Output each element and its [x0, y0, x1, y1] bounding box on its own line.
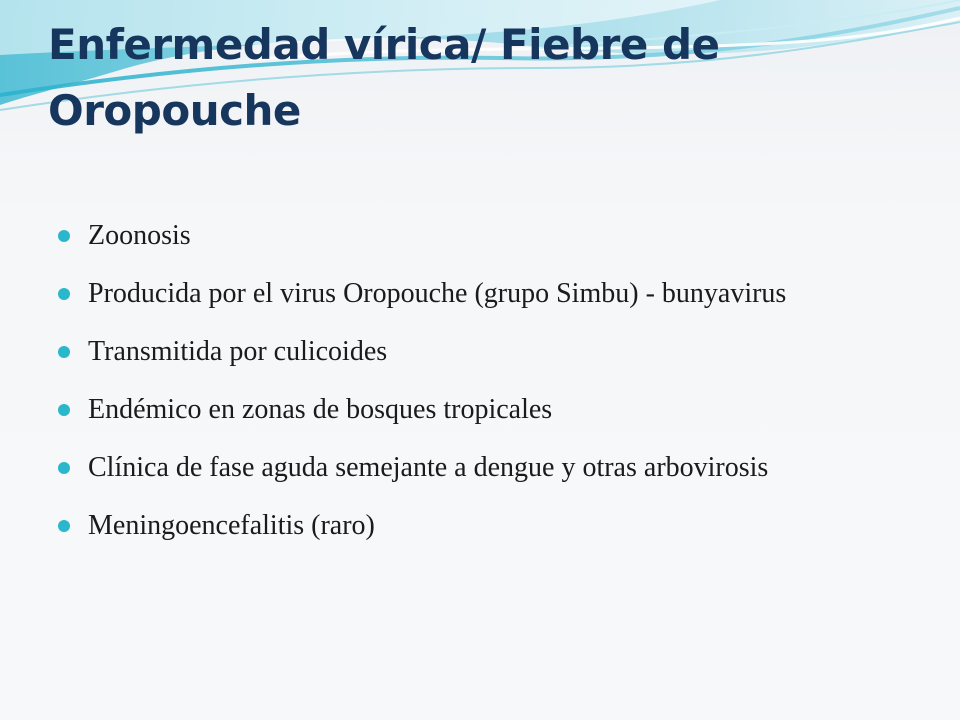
bullet-text: Producida por el virus Oropouche (grupo Simbu) - bunyavirus: [88, 278, 787, 309]
bullet-list: [58, 212, 878, 560]
bullet-dot-icon: [58, 288, 70, 300]
bullet-text: Clínica de fase aguda semejante a dengue y otras arbovirosis: [88, 452, 769, 483]
slide-title: Enfermedad vírica/ Fiebre de Oropouche: [48, 20, 720, 135]
list-item: [58, 444, 878, 492]
list-item: [58, 270, 878, 318]
bullet-text: Meningoencefalitis (raro): [88, 510, 375, 541]
bullet-dot-icon: [58, 404, 70, 416]
list-item: [58, 328, 878, 376]
bullet-text: Transmitida por culicoides: [88, 336, 388, 367]
list-item: [58, 212, 878, 260]
bullet-text: Endémico en zonas de bosques tropicales: [88, 394, 553, 425]
bullet-text: Zoonosis: [88, 220, 191, 251]
bullet-dot-icon: [58, 230, 70, 242]
bullet-dot-icon: [58, 462, 70, 474]
list-item: [58, 386, 878, 434]
bullet-dot-icon: [58, 520, 70, 532]
bullet-dot-icon: [58, 346, 70, 358]
list-item: [58, 502, 878, 550]
